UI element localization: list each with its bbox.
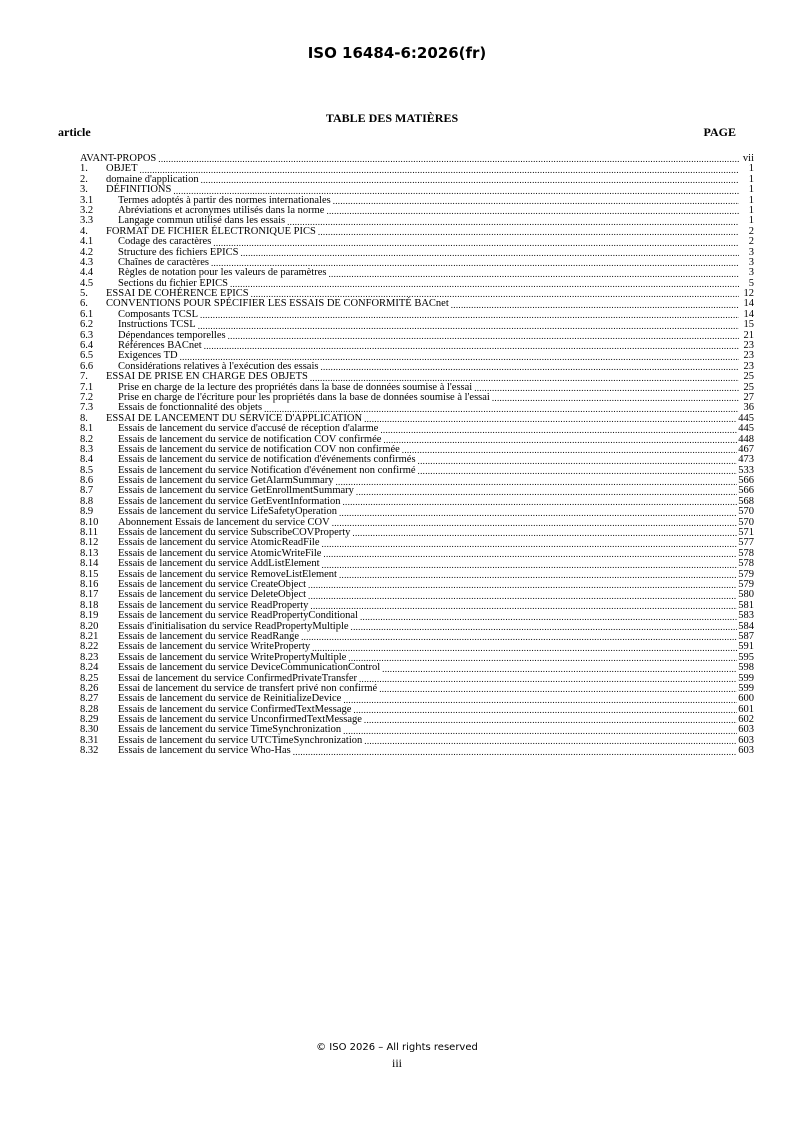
dot-leader [364, 715, 737, 725]
toc-entry-page: 603 [738, 724, 754, 736]
toc-entry-page: 21 [743, 329, 754, 341]
toc-entry-title: Prise en charge de la lecture des propriétés dans la base de données soumise à l'essai [118, 381, 473, 393]
toc-entry-title: Codage des caractères [118, 236, 212, 248]
toc-entry[interactable] [80, 185, 754, 195]
toc-entry-number: 8.12 [80, 537, 99, 549]
toc-entry-page: 599 [738, 672, 754, 684]
toc-entry[interactable] [80, 154, 754, 164]
toc-entry-number: 8.4 [80, 454, 94, 466]
toc-entry-title: ESSAI DE PRISE EN CHARGE DES OBJETS [106, 371, 308, 383]
toc-entry-title: Essais de lancement du service de notification d'événements confirmés [118, 454, 416, 466]
dot-leader [418, 456, 738, 466]
dot-leader [140, 165, 740, 175]
dot-leader [339, 508, 737, 518]
toc-entry-page: 577 [738, 537, 754, 549]
toc-entry-title: Essais de lancement du service WritePropertyMultiple [118, 651, 347, 663]
toc-entry-title: Essais de lancement du service AtomicWriteFile [118, 547, 322, 559]
toc-entry-page: 601 [738, 703, 754, 715]
toc-entry-page: 533 [738, 464, 754, 476]
toc-entry-page: 23 [743, 340, 754, 352]
dot-leader [380, 425, 737, 435]
toc-entry-page: 599 [738, 682, 754, 694]
toc-entry-number: 8.26 [80, 682, 99, 694]
toc-entry-title: Essais de lancement du service UnconfirmedTextMessage [118, 714, 362, 726]
toc-entry-title: Essai de lancement du service ConfirmedPrivateTransfer [118, 672, 357, 684]
toc-entry-page: 467 [738, 443, 754, 455]
dot-leader [353, 705, 737, 715]
toc-entry-page: 587 [738, 630, 754, 642]
dot-leader [402, 445, 737, 455]
column-header-article: article [58, 125, 91, 139]
toc-entry-title: Chaînes de caractères [118, 256, 209, 268]
toc-entry-page: 566 [738, 485, 754, 497]
toc-entry-title: Essais de lancement du service ReadPropertyConditional [118, 610, 358, 622]
toc-entry-title: Essais de lancement du service WriteProperty [118, 641, 311, 653]
toc-entry-title: Essais de lancement du service ReadProperty [118, 599, 309, 611]
dot-leader [310, 601, 737, 611]
toc-entry-page: 15 [743, 319, 754, 331]
toc-entry-page: 591 [738, 641, 754, 653]
dot-leader [383, 435, 737, 445]
dot-leader [332, 518, 738, 528]
toc-entry-page: 1 [748, 173, 754, 185]
toc-entry[interactable] [80, 746, 754, 756]
toc-entry-number: 6.4 [80, 340, 94, 352]
dot-leader [343, 726, 737, 736]
dot-leader [356, 487, 737, 497]
toc-entry-title: Essais de lancement du service d'accusé de réception d'alarme [118, 423, 379, 435]
dot-leader [320, 362, 739, 372]
toc-entry-number: 8.19 [80, 610, 99, 622]
toc-entry-page: 14 [743, 298, 754, 310]
toc-entry[interactable] [80, 424, 754, 434]
toc-entry-page: 36 [743, 402, 754, 414]
toc-entry-number: 8.7 [80, 485, 94, 497]
toc-entry-number: 4.4 [80, 267, 94, 279]
toc-entry-page: 27 [743, 391, 754, 403]
toc-entry-title: Essais de lancement du service AtomicReadFile [118, 537, 320, 549]
toc-entry-page: 3 [748, 246, 754, 258]
toc-entry-title: Essais de lancement du service UTCTimeSynchronization [118, 734, 363, 746]
toc-entry-page: 603 [738, 734, 754, 746]
toc-entry-title: Essai de lancement du service de transfert privé non confirmé [118, 682, 378, 694]
dot-leader [308, 591, 737, 601]
toc-entry-number: 3.3 [80, 215, 94, 227]
toc-entry-number: 8.31 [80, 734, 99, 746]
toc-entry-title: Essais de lancement du service CreateObject [118, 579, 307, 590]
toc-entry-number: 8. [80, 412, 88, 424]
toc-entry-number: 2. [80, 173, 88, 185]
dot-leader [213, 238, 739, 248]
toc-entry-title: ESSAI DE COHÉRENCE EPICS [106, 288, 249, 300]
toc-entry-page: 603 [738, 745, 754, 757]
toc-entry-title: Instructions TCSL [118, 319, 196, 331]
dot-leader [339, 570, 737, 580]
toc-entry-number: 6.3 [80, 329, 94, 341]
toc-entry-number: 8.25 [80, 672, 99, 684]
toc-entry-page: 578 [738, 558, 754, 570]
toc-entry-number: 8.10 [80, 516, 99, 528]
toc-entry-number: 4.3 [80, 256, 94, 268]
dot-leader [158, 154, 739, 164]
dot-leader [287, 217, 739, 227]
document-id: ISO 16484-6:2026(fr) [307, 44, 487, 62]
dot-leader [230, 279, 739, 289]
toc-entry-page: 602 [738, 714, 754, 726]
toc-entry-page: 571 [738, 527, 754, 539]
toc-entry-page: 570 [738, 516, 754, 528]
toc-entry-title: CONVENTIONS POUR SPÉCIFIER LES ESSAIS DE CONFORMITÉ BACnet [106, 298, 449, 310]
dot-leader [321, 560, 737, 570]
dot-leader [342, 497, 737, 507]
toc-entry-title: Abréviations et acronymes utilisés dans la norme [118, 204, 325, 216]
toc-entry-page: 1 [748, 204, 754, 216]
toc-entry-number: 4.1 [80, 236, 94, 248]
toc-entry-number: 4.5 [80, 277, 94, 289]
toc-entry-page: 580 [738, 589, 754, 601]
toc-entry-number: 8.11 [80, 527, 98, 539]
toc-entry-title: Sections du fichier EPICS [118, 277, 228, 289]
toc-entry-number: 7.3 [80, 402, 94, 414]
dot-leader [240, 248, 739, 258]
toc-entry-number: 8.16 [80, 579, 99, 590]
toc-entry-title: OBJET [106, 163, 138, 175]
dot-leader [382, 664, 737, 674]
toc-entry-number: 8.5 [80, 464, 94, 476]
toc-entry-number: 4.2 [80, 246, 94, 258]
toc-entry-page: 578 [738, 547, 754, 559]
toc-entry-page: 1 [748, 215, 754, 227]
toc-entry-number: 5. [80, 288, 88, 300]
dot-leader [364, 414, 737, 424]
toc-entry[interactable] [80, 341, 754, 351]
toc-entry-title: Essais de lancement du service ReadRange [118, 630, 300, 642]
toc-entry-title: Composants TCSL [118, 308, 199, 320]
toc-entry-title: Essais de lancement du service DeviceCommunicationControl [118, 662, 381, 674]
toc-entry-title: Essais de lancement du service DeleteObject [118, 589, 307, 601]
dot-leader [200, 310, 739, 320]
copyright-notice: © ISO 2026 – All rights reserved [316, 1042, 478, 1053]
toc-entry-number: 7.1 [80, 381, 94, 393]
toc-entry-title: Essais de lancement du service SubscribeCOVProperty [118, 527, 351, 539]
dot-leader [351, 622, 738, 632]
toc-entry-page: 23 [743, 350, 754, 362]
toc-entry-page: 579 [738, 579, 754, 590]
dot-leader [379, 684, 737, 694]
toc-entry-number: 1. [80, 163, 88, 175]
toc-entry-title: Essais de lancement du service de ReinitializeDevice [118, 693, 342, 705]
dot-leader [204, 341, 739, 351]
toc-entry-number: 8.9 [80, 506, 94, 518]
table-of-contents [80, 154, 754, 757]
toc-entry-title: Structure des fichiers EPICS [118, 246, 239, 258]
toc-entry-number: 8.8 [80, 495, 94, 507]
toc-entry-title: Essais de lancement du service de notification COV non confirmée [118, 443, 400, 455]
dot-leader [335, 477, 737, 487]
toc-entry-page: 5 [748, 277, 754, 289]
toc-entry-number: 8.23 [80, 651, 99, 663]
toc-entry-number: 8.14 [80, 558, 99, 570]
toc-entry-page: 448 [738, 433, 754, 445]
dot-leader [343, 695, 737, 705]
toc-entry-number: 8.2 [80, 433, 94, 445]
dot-leader [321, 539, 737, 549]
toc-entry-page: 598 [738, 662, 754, 674]
toc-entry-number: 8.24 [80, 662, 99, 674]
toc-entry-number: 3.1 [80, 194, 94, 206]
toc-entry-page: 3 [748, 256, 754, 268]
toc-entry-title: Essais de lancement du service LifeSafetyOperation [118, 506, 337, 518]
dot-leader [293, 747, 738, 757]
toc-entry-number: 8.21 [80, 630, 99, 642]
dot-leader [326, 206, 739, 216]
toc-entry-page: 473 [738, 454, 754, 466]
toc-entry-title: domaine d'application [106, 173, 199, 185]
toc-entry-title: Prise en charge de l'écriture pour les propriétés dans la base de données soumise à l'essai [118, 391, 490, 403]
toc-entry-number: 6.5 [80, 350, 94, 362]
toc-entry-page: 12 [743, 288, 754, 300]
toc-entry-page: 25 [743, 371, 754, 383]
dot-leader [364, 736, 737, 746]
toc-entry-title: Langage commun utilisé dans les essais [118, 215, 286, 227]
toc-entry-number: 8.1 [80, 423, 94, 435]
toc-title: TABLE DES MATIÈRES [325, 111, 459, 125]
toc-entry-number: 6.1 [80, 308, 94, 320]
toc-entry-number: 6. [80, 298, 88, 310]
toc-entry-number: 7. [80, 371, 88, 383]
toc-entry-number: 8.22 [80, 641, 99, 653]
toc-entry-number: 8.3 [80, 443, 94, 455]
toc-entry-number: 8.32 [80, 745, 99, 757]
toc-entry-number: 8.6 [80, 475, 94, 487]
toc-entry-number: 6.6 [80, 360, 94, 372]
toc-entry-title: ESSAI DE LANCEMENT DU SERVICE D'APPLICATION [106, 412, 363, 424]
toc-entry[interactable] [80, 237, 754, 247]
toc-entry-page: 568 [738, 495, 754, 507]
dot-leader [451, 300, 739, 310]
toc-entry-number: 3. [80, 184, 88, 196]
toc-entry-number: 3.2 [80, 204, 94, 216]
toc-entry-page: 25 [743, 381, 754, 393]
column-header-page: PAGE [703, 125, 736, 139]
toc-entry-page: 579 [738, 568, 754, 580]
toc-entry-page: 600 [738, 693, 754, 705]
toc-entry-title: Essais de lancement du service Who-Has [118, 745, 291, 757]
toc-entry-page: 583 [738, 610, 754, 622]
page-number: iii [391, 1056, 402, 1070]
toc-entry-title: Essais d'initialisation du service ReadPropertyMultiple [118, 620, 349, 632]
toc-entry-page: 1 [748, 184, 754, 196]
toc-entry-number: 8.29 [80, 714, 99, 726]
toc-entry-title: Essais de lancement du service GetEventInformation [118, 495, 341, 507]
toc-entry-title: Dépendances temporelles [118, 329, 226, 341]
dot-leader [352, 528, 737, 538]
dot-leader [228, 331, 739, 341]
dot-leader [318, 227, 739, 237]
dot-leader [328, 269, 739, 279]
dot-leader [360, 612, 737, 622]
dot-leader [323, 549, 737, 559]
toc-entry-title: FORMAT DE FICHIER ÉLECTRONIQUE PICS [106, 225, 316, 237]
toc-entry-page: 14 [743, 308, 754, 320]
dot-leader [492, 393, 739, 403]
toc-entry-page: 2 [748, 225, 754, 237]
toc-entry-title: Essais de fonctionnalité des objets [118, 402, 263, 414]
toc-entry[interactable] [80, 663, 754, 673]
toc-entry-title: Essais de lancement du service RemoveListElement [118, 568, 337, 580]
toc-entry-page: 445 [738, 423, 754, 435]
dot-leader [198, 321, 739, 331]
dot-leader [348, 653, 737, 663]
dot-leader [308, 580, 737, 590]
dot-leader [312, 643, 737, 653]
toc-entry-page: 445 [738, 412, 754, 424]
dot-leader [359, 674, 737, 684]
toc-entry-title: DÉFINITIONS [106, 184, 172, 196]
toc-entry-page: 2 [748, 236, 754, 248]
toc-entry-number: 8.15 [80, 568, 99, 580]
toc-entry-page: 23 [743, 360, 754, 372]
toc-entry-title: Essais de lancement du service ConfirmedTextMessage [118, 703, 352, 715]
toc-entry-page: 581 [738, 599, 754, 611]
toc-entry[interactable] [80, 175, 754, 185]
toc-entry-title: Essais de lancement du service TimeSynchronization [118, 724, 342, 736]
dot-leader [201, 175, 739, 185]
toc-entry-number: 6.2 [80, 319, 94, 331]
toc-entry-page: vii [742, 152, 754, 164]
toc-entry-page: 595 [738, 651, 754, 663]
toc-entry-number: 8.18 [80, 599, 99, 611]
toc-entry-title: Termes adoptés à partir des normes internationales [118, 194, 331, 206]
toc-entry-page: 566 [738, 475, 754, 487]
toc-entry-page: 570 [738, 506, 754, 518]
toc-entry-page: 1 [748, 163, 754, 175]
dot-leader [333, 196, 739, 206]
toc-entry-title: Essais de lancement du service AddListElement [118, 558, 320, 570]
toc-entry-title: Essais de lancement du service de notification COV confirmée [118, 433, 382, 445]
toc-entry-page: 584 [738, 620, 754, 632]
toc-entry-title: Considérations relatives à l'exécution des essais [118, 360, 319, 372]
toc-entry-page: 1 [748, 194, 754, 206]
toc-entry-number: 8.28 [80, 703, 99, 715]
toc-entry-number: 7.2 [80, 391, 94, 403]
toc-entry-number: 8.27 [80, 693, 99, 705]
toc-entry-number: 8.13 [80, 547, 99, 559]
toc-entry-number: 4. [80, 225, 88, 237]
dot-leader [301, 632, 737, 642]
toc-entry-title: Exigences TD [118, 350, 178, 362]
dot-leader [418, 466, 738, 476]
toc-entry-title: Essais de lancement du service Notification d'événement non confirmé [118, 464, 416, 476]
toc-entry-title: Références BACnet [118, 340, 202, 352]
toc-entry-title: Essais de lancement du service GetAlarmSummary [118, 475, 334, 487]
toc-entry-title: Essais de lancement du service GetEnrollmentSummary [118, 485, 354, 497]
toc-entry-title: Abonnement Essais de lancement du service COV [118, 516, 330, 528]
toc-entry-number: 8.30 [80, 724, 99, 736]
toc-entry-page: 3 [748, 267, 754, 279]
dot-leader [474, 383, 739, 393]
toc-entry-number: 8.17 [80, 589, 99, 601]
toc-entry-title: AVANT-PROPOS [80, 152, 157, 164]
toc-entry-title: Règles de notation pour les valeurs de paramètres [118, 267, 327, 279]
toc-entry-number: 8.20 [80, 620, 99, 632]
